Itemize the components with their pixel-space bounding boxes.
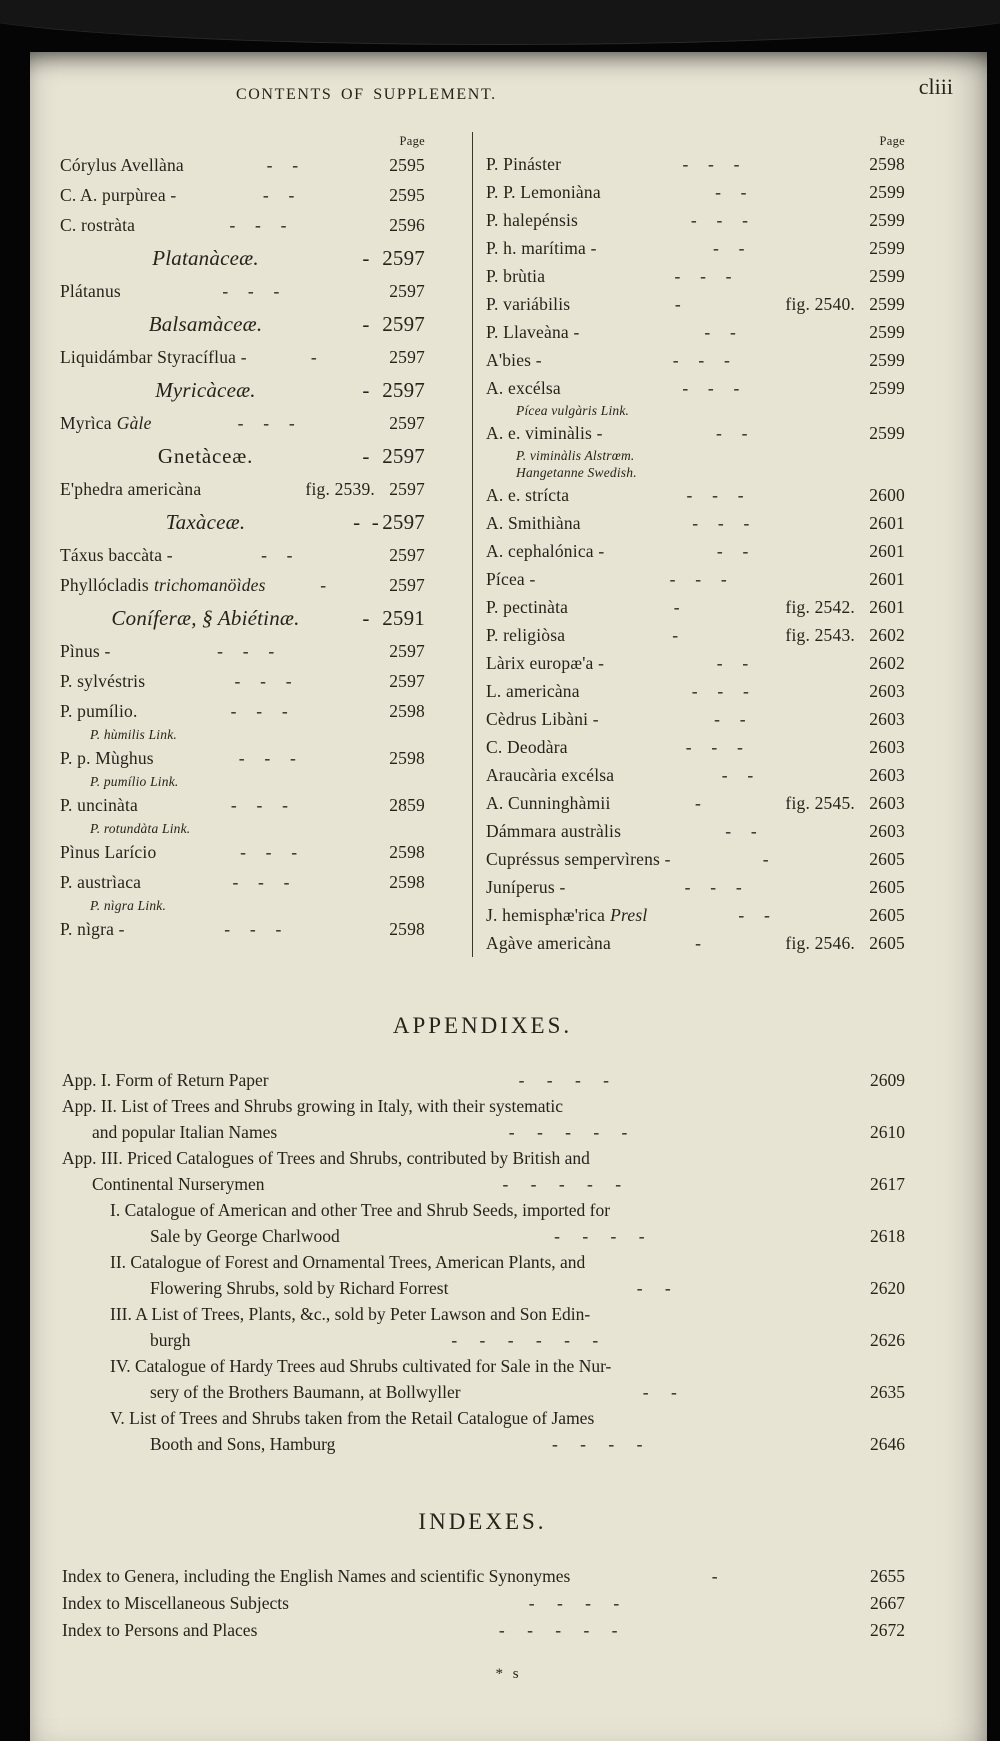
entry-name-italic: Gàle: [116, 413, 152, 433]
page-title: CONTENTS OF SUPPLEMENT.: [236, 86, 497, 103]
appendixes-list: [62, 1067, 905, 1457]
leader-dashes: - - -: [674, 266, 732, 286]
figure-reference: fig. 2545.: [785, 793, 855, 813]
entry-page-number: 2601: [869, 569, 905, 589]
toc-entry-row: [60, 276, 425, 306]
index-item-last-line: [62, 1590, 905, 1617]
entry-page-number: 2599: [869, 423, 905, 443]
entry-name: A. excélsa: [486, 378, 561, 398]
toc-entry-row: [60, 666, 425, 696]
toc-entry-row: [486, 789, 905, 817]
appendix-item-text: App. I. Form of Return Paper: [62, 1070, 269, 1090]
toc-family-row: [60, 372, 425, 408]
toc-entry-row: [486, 262, 905, 290]
entry-name: P. variábilis: [486, 294, 571, 314]
toc-entry-row: [60, 636, 425, 666]
entry-name: C. rostràta: [60, 215, 136, 235]
leader-dashes: - -: [716, 541, 749, 561]
entry-page-number: 2597: [389, 281, 425, 301]
appendix-item-text: and popular Italian Names: [92, 1122, 278, 1142]
leader-dashes: - - - -: [551, 1434, 643, 1454]
toc-entry-row: [60, 180, 425, 210]
entry-page-number: 2601: [869, 541, 905, 561]
leader-dashes: - - -: [691, 681, 749, 701]
index-item: [62, 1617, 905, 1644]
entry-name: Cèdrus Libàni -: [486, 709, 599, 729]
leader-dashes: - -: [266, 155, 299, 175]
leader-dashes: -: [711, 1566, 718, 1586]
entry-name: C. Deodàra: [486, 737, 568, 757]
entry-page-number: 2597: [382, 444, 425, 468]
leader-dashes: -: [695, 933, 702, 953]
entry-page-number: 2599: [869, 350, 905, 370]
entry-name: A. e. viminàlis -: [486, 423, 603, 443]
appendix-item-last-line: [62, 1275, 905, 1301]
appendix-item-line: App. III. Priced Catalogues of Trees and Shrubs, contributed by British and: [62, 1148, 590, 1168]
entry-page-number: 2599: [869, 210, 905, 230]
entry-page-number: 2599: [869, 266, 905, 286]
appendix-item-text: Sale by George Charlwood: [150, 1226, 340, 1246]
toc-family-row: [60, 438, 425, 474]
toc-family-row: [60, 504, 425, 540]
appendix-item-page-number: 2609: [870, 1070, 905, 1090]
entry-page-number: 2597: [389, 575, 425, 595]
leader-dashes: -: [320, 575, 327, 595]
entry-name: Córylus Avellàna: [60, 155, 184, 175]
leader-dashes: - -: [353, 510, 379, 534]
figure-reference: fig. 2539.: [305, 479, 375, 499]
appendix-item-last-line: [62, 1171, 905, 1197]
entry-page-number: 2601: [869, 597, 905, 617]
figure-reference: fig. 2542.: [785, 597, 855, 617]
appendix-item-line: App. II. List of Trees and Shrubs growing in Italy, with their systematic: [62, 1096, 563, 1116]
index-item-last-line: [62, 1617, 905, 1644]
toc-entry-row: [486, 761, 905, 789]
contents-left-column: [60, 132, 472, 957]
toc-entry-row: [60, 743, 425, 773]
entry-page-number: 2598: [389, 842, 425, 862]
leader-dashes: - -: [738, 905, 771, 925]
entry-page-number: 2596: [389, 215, 425, 235]
leader-dashes: -: [674, 294, 681, 314]
folio-roman-numeral: cliii: [918, 74, 953, 99]
appendix-item-text: sery of the Brothers Baumann, at Bollwyller: [150, 1382, 461, 1402]
appendix-item-page-number: 2618: [870, 1226, 905, 1246]
entry-page-number: 2598: [389, 701, 425, 721]
entry-page-number: 2599: [869, 294, 905, 314]
leader-dashes: - - -: [230, 795, 289, 815]
toc-entry-row: [486, 290, 905, 318]
leader-dashes: - - - -: [518, 1070, 609, 1090]
toc-entry-row: [486, 346, 905, 374]
leader-dashes: - - -: [229, 215, 287, 235]
figure-reference: fig. 2546.: [785, 933, 855, 953]
leader-dashes: - -: [262, 185, 295, 205]
appendix-item-line: III. A List of Trees, Plants, &c., sold by Peter Lawson and Son Edin-: [110, 1304, 591, 1324]
appendix-item: [62, 1249, 905, 1301]
family-name: Balsamàceæ.: [148, 312, 263, 336]
leader-dashes: - - - -: [554, 1226, 645, 1246]
leader-dashes: - - -: [224, 919, 282, 939]
appendix-item: [62, 1197, 905, 1249]
entry-name: Táxus baccàta -: [60, 545, 173, 565]
leader-dashes: - -: [716, 653, 749, 673]
toc-synonym-note: Pícea vulgàris Link.: [516, 403, 630, 418]
toc-entry-row: [486, 419, 905, 447]
entry-page-number: 2603: [869, 681, 905, 701]
entry-page-number: 2597: [389, 671, 425, 691]
leader-dashes: - -: [721, 765, 754, 785]
toc-entry-row: [60, 210, 425, 240]
leader-dashes: - - -: [684, 877, 742, 897]
toc-entry-row: [486, 733, 905, 761]
entry-page-number: 2598: [389, 919, 425, 939]
entry-page-number: 2597: [382, 378, 425, 402]
running-header: [30, 52, 987, 132]
toc-entry-row: [486, 817, 905, 845]
leader-dashes: - -: [714, 709, 746, 729]
entry-name: A. e. strícta: [486, 485, 570, 505]
appendix-item-page-number: 2626: [870, 1330, 905, 1350]
entry-name: J. hemisphæ'rica: [486, 905, 606, 925]
toc-entry-row: [486, 677, 905, 705]
leader-dashes: - - - - -: [508, 1122, 628, 1142]
appendix-item: [62, 1067, 905, 1093]
entry-name: P. nìgra -: [60, 919, 125, 939]
leader-dashes: - - -: [238, 748, 297, 768]
leader-dashes: -: [362, 312, 370, 336]
index-item-text: Index to Persons and Places: [62, 1620, 258, 1640]
appendix-item-last-line: [62, 1067, 905, 1093]
appendix-item-last-line: [62, 1223, 905, 1249]
entry-page-number: 2605: [869, 933, 905, 953]
entry-page-number: 2595: [389, 155, 425, 175]
appendix-item-line: IV. Catalogue of Hardy Trees aud Shrubs cultivated for Sale in the Nur-: [110, 1356, 612, 1376]
appendix-item-text: Continental Nurserymen: [92, 1174, 265, 1194]
entry-name: L. americàna: [486, 681, 580, 701]
appendix-item-last-line: [62, 1431, 905, 1457]
leader-dashes: - - -: [672, 350, 731, 370]
leader-dashes: - -: [636, 1278, 671, 1298]
leader-dashes: - - -: [237, 413, 295, 433]
appendix-item-text: Booth and Sons, Hamburg: [150, 1434, 336, 1454]
entry-name: Liquidámbar Styracíflua -: [60, 347, 247, 367]
entry-name: P. religiòsa: [486, 625, 566, 645]
index-item-text: Index to Miscellaneous Subjects: [62, 1593, 289, 1613]
toc-family-row: [60, 240, 425, 276]
indexes-list: [62, 1563, 905, 1644]
entry-page-number: 2605: [869, 877, 905, 897]
leader-dashes: - - -: [686, 485, 744, 505]
entry-page-number: 2602: [869, 625, 905, 645]
toc-synonym-note: P. rotundàta Link.: [90, 821, 191, 836]
appendix-item: [62, 1093, 905, 1145]
entry-page-number: 2591: [382, 606, 425, 630]
entry-name: P. pumílio.: [60, 701, 138, 721]
signature-mark: * s: [495, 1666, 522, 1682]
toc-entry-row: [486, 929, 905, 957]
toc-entry-row: [60, 837, 425, 867]
leader-dashes: -: [362, 378, 370, 402]
entry-page-number: 2599: [869, 238, 905, 258]
figure-reference: fig. 2543.: [785, 625, 855, 645]
entry-page-number: 2600: [869, 485, 905, 505]
toc-entry-row: [60, 696, 425, 726]
entry-page-number: 2599: [869, 322, 905, 342]
entry-name: Cupréssus sempervìrens -: [486, 849, 671, 869]
toc-synonym-note: Hangetanne Swedish.: [516, 465, 637, 480]
toc-entry-row: [486, 901, 905, 929]
appendix-item-page-number: 2620: [870, 1278, 905, 1298]
entry-page-number: 2597: [389, 545, 425, 565]
toc-family-row: [60, 600, 425, 636]
page-column-label-right: Page: [879, 134, 905, 148]
appendixes-heading: APPENDIXES.: [392, 1013, 573, 1038]
entry-name: P. P. Lemoniàna: [486, 182, 601, 202]
entry-page-number: 2599: [869, 182, 905, 202]
entry-page-number: 2605: [869, 905, 905, 925]
toc-entry-row: [486, 234, 905, 262]
entry-name: Pìnus Larício: [60, 842, 157, 862]
entry-page-number: 2597: [389, 413, 425, 433]
toc-entry-row: [486, 178, 905, 206]
leader-dashes: -: [362, 246, 370, 270]
toc-entry-row: [486, 481, 905, 509]
toc-family-row: [60, 306, 425, 342]
index-item-page-number: 2667: [870, 1593, 905, 1613]
toc-entry-row: [486, 537, 905, 565]
entry-name: Phyllócladis: [60, 575, 149, 595]
entry-page-number: 2597: [382, 510, 425, 534]
appendix-item-line: V. List of Trees and Shrubs taken from the Retail Catalogue of James: [110, 1408, 595, 1428]
contents-table: [60, 132, 905, 957]
appendix-item-line: I. Catalogue of American and other Tree and Shrub Seeds, imported for: [110, 1200, 611, 1220]
appendix-item: [62, 1405, 905, 1457]
entry-name: A. Smithiàna: [486, 513, 581, 533]
entry-name: P. h. marítima -: [486, 238, 597, 258]
entry-name: Dámmara austràlis: [486, 821, 622, 841]
index-item-last-line: [62, 1563, 905, 1590]
toc-entry-row: [60, 540, 425, 570]
page-column-label-left: Page: [399, 134, 425, 148]
entry-page-number: 2597: [389, 347, 425, 367]
entry-name: A'bies -: [486, 350, 542, 370]
entry-page-number: 2603: [869, 709, 905, 729]
family-name: Myricàceæ.: [155, 378, 256, 402]
leader-dashes: - - -: [682, 154, 740, 174]
entry-name-italic: trichomanöìdes: [153, 575, 266, 595]
appendix-item: [62, 1301, 905, 1353]
toc-entry-row: [60, 408, 425, 438]
entry-name: Juníperus -: [486, 877, 566, 897]
entry-page-number: 2603: [869, 737, 905, 757]
entry-name: Agàve americàna: [486, 933, 611, 953]
figure-reference: fig. 2540.: [785, 294, 855, 314]
leader-dashes: - - -: [240, 842, 298, 862]
index-item-text: Index to Genera, including the English Names and scientific Synonymes: [62, 1566, 571, 1586]
entry-page-number: 2598: [869, 154, 905, 174]
entry-name: P. brùtia: [486, 266, 546, 286]
leader-dashes: -: [672, 625, 679, 645]
entry-name: P. uncinàta: [60, 795, 139, 815]
toc-entry-row: [486, 621, 905, 649]
entry-name: Pícea -: [486, 569, 536, 589]
leader-dashes: -: [694, 793, 701, 813]
leader-dashes: - - -: [682, 378, 740, 398]
family-name: Platanàceæ.: [152, 246, 259, 270]
leader-dashes: - - -: [234, 671, 292, 691]
entry-name: P. p. Mùghus: [60, 748, 154, 768]
toc-entry-row: [60, 790, 425, 820]
leader-dashes: -: [310, 347, 317, 367]
entry-page-number: 2605: [869, 849, 905, 869]
entry-page-number: 2603: [869, 821, 905, 841]
toc-entry-row: [486, 565, 905, 593]
indexes-heading: INDEXES.: [418, 1509, 547, 1534]
entry-name: P. Llaveàna -: [486, 322, 580, 342]
appendix-item-page-number: 2635: [870, 1382, 905, 1402]
family-name: Coníferæ, § Abiétinæ.: [111, 606, 300, 630]
entry-page-number: 2603: [869, 765, 905, 785]
index-item-page-number: 2655: [870, 1566, 905, 1586]
appendix-item-page-number: 2646: [870, 1434, 905, 1454]
toc-entry-row: [486, 705, 905, 733]
entry-page-number: 2597: [382, 312, 425, 336]
appendix-item-page-number: 2617: [870, 1174, 905, 1194]
family-name: Taxàceæ.: [165, 510, 246, 534]
appendix-item-last-line: [62, 1119, 905, 1145]
toc-entry-row: [486, 873, 905, 901]
appendix-item-page-number: 2610: [870, 1122, 905, 1142]
toc-synonym-note: P. viminàlis Alstrœm.: [516, 448, 635, 463]
toc-entry-row: [486, 206, 905, 234]
toc-entry-row: [60, 914, 425, 944]
entry-name: Plátanus: [60, 281, 121, 301]
leader-dashes: - -: [716, 423, 748, 443]
entry-page-number: 2595: [389, 185, 425, 205]
leader-dashes: - - -: [692, 513, 750, 533]
leader-dashes: - - - - - -: [451, 1330, 599, 1350]
index-item: [62, 1563, 905, 1590]
entry-name: E'phedra americàna: [60, 479, 202, 499]
toc-entry-row: [60, 342, 425, 372]
leader-dashes: - - -: [232, 872, 290, 892]
entry-name: P. halepénsis: [486, 210, 579, 230]
family-name: Gnetàceæ.: [157, 444, 254, 468]
leader-dashes: - - - -: [528, 1593, 620, 1613]
toc-entry-row: [486, 150, 905, 178]
appendix-item-text: Flowering Shrubs, sold by Richard Forrest: [150, 1278, 449, 1298]
leader-dashes: - -: [715, 182, 747, 202]
entry-name: P. sylvéstris: [60, 671, 146, 691]
entry-name: Myrìca: [60, 413, 112, 433]
leader-dashes: -: [673, 597, 680, 617]
leader-dashes: - - - - -: [502, 1174, 622, 1194]
toc-synonym-note: P. hùmilis Link.: [90, 727, 177, 742]
entry-name: P. Pináster: [486, 154, 562, 174]
toc-entry-row: [486, 509, 905, 537]
leader-dashes: - - -: [669, 569, 727, 589]
toc-entry-row: [60, 150, 425, 180]
entry-name: P. austrìaca: [60, 872, 142, 892]
leader-dashes: -: [362, 444, 370, 468]
entry-name: P. pectinàta: [486, 597, 569, 617]
entry-page-number: 2597: [382, 246, 425, 270]
toc-entry-row: [486, 845, 905, 873]
entry-page-number: 2597: [389, 479, 425, 499]
toc-entry-row: [60, 474, 425, 504]
toc-entry-row: [60, 867, 425, 897]
toc-entry-row: [60, 570, 425, 600]
leader-dashes: -: [762, 849, 769, 869]
entry-page-number: 2601: [869, 513, 905, 533]
entry-name: A. cephalónica -: [486, 541, 605, 561]
leader-dashes: - - -: [222, 281, 280, 301]
leader-dashes: - -: [725, 821, 757, 841]
leader-dashes: - - -: [217, 641, 275, 661]
entry-name: Araucària excélsa: [486, 765, 615, 785]
book-page: [30, 52, 987, 1741]
toc-entry-row: [486, 318, 905, 346]
entry-page-number: 2603: [869, 793, 905, 813]
index-item-page-number: 2672: [870, 1620, 905, 1640]
entry-page-number: 2602: [869, 653, 905, 673]
leader-dashes: -: [362, 606, 370, 630]
entry-page-number: 2598: [389, 748, 425, 768]
appendix-item-text: burgh: [150, 1330, 191, 1350]
toc-entry-row: [486, 649, 905, 677]
leader-dashes: - -: [261, 545, 293, 565]
contents-right-column: [472, 132, 905, 957]
leader-dashes: - - -: [685, 737, 743, 757]
appendix-item-line: II. Catalogue of Forest and Ornamental Trees, American Plants, and: [110, 1252, 586, 1272]
toc-entry-row: [486, 593, 905, 621]
leader-dashes: - - - - -: [498, 1620, 618, 1640]
entry-page-number: 2598: [389, 872, 425, 892]
entry-name-italic: Presl: [610, 905, 648, 925]
leader-dashes: - -: [642, 1382, 677, 1402]
entry-name: Làrix europæ'a -: [486, 653, 605, 673]
entry-name: Pìnus -: [60, 641, 111, 661]
entry-name: C. A. purpùrea -: [60, 185, 177, 205]
leader-dashes: - - -: [690, 210, 749, 230]
appendix-item: [62, 1145, 905, 1197]
toc-entry-row: [486, 374, 905, 402]
entry-page-number: 2859: [389, 795, 425, 815]
toc-synonym-note: P. pumílio Link.: [90, 774, 179, 789]
leader-dashes: - - -: [230, 701, 288, 721]
entry-page-number: 2597: [389, 641, 425, 661]
entry-name: A. Cunninghàmii: [486, 793, 611, 813]
leader-dashes: - -: [712, 238, 745, 258]
book-edge-shadow: [0, 0, 1000, 45]
index-item: [62, 1590, 905, 1617]
appendix-item-last-line: [62, 1327, 905, 1353]
appendix-item: [62, 1353, 905, 1405]
toc-synonym-note: P. nìgra Link.: [90, 898, 167, 913]
leader-dashes: - -: [704, 322, 737, 342]
appendix-item-last-line: [62, 1379, 905, 1405]
entry-page-number: 2599: [869, 378, 905, 398]
